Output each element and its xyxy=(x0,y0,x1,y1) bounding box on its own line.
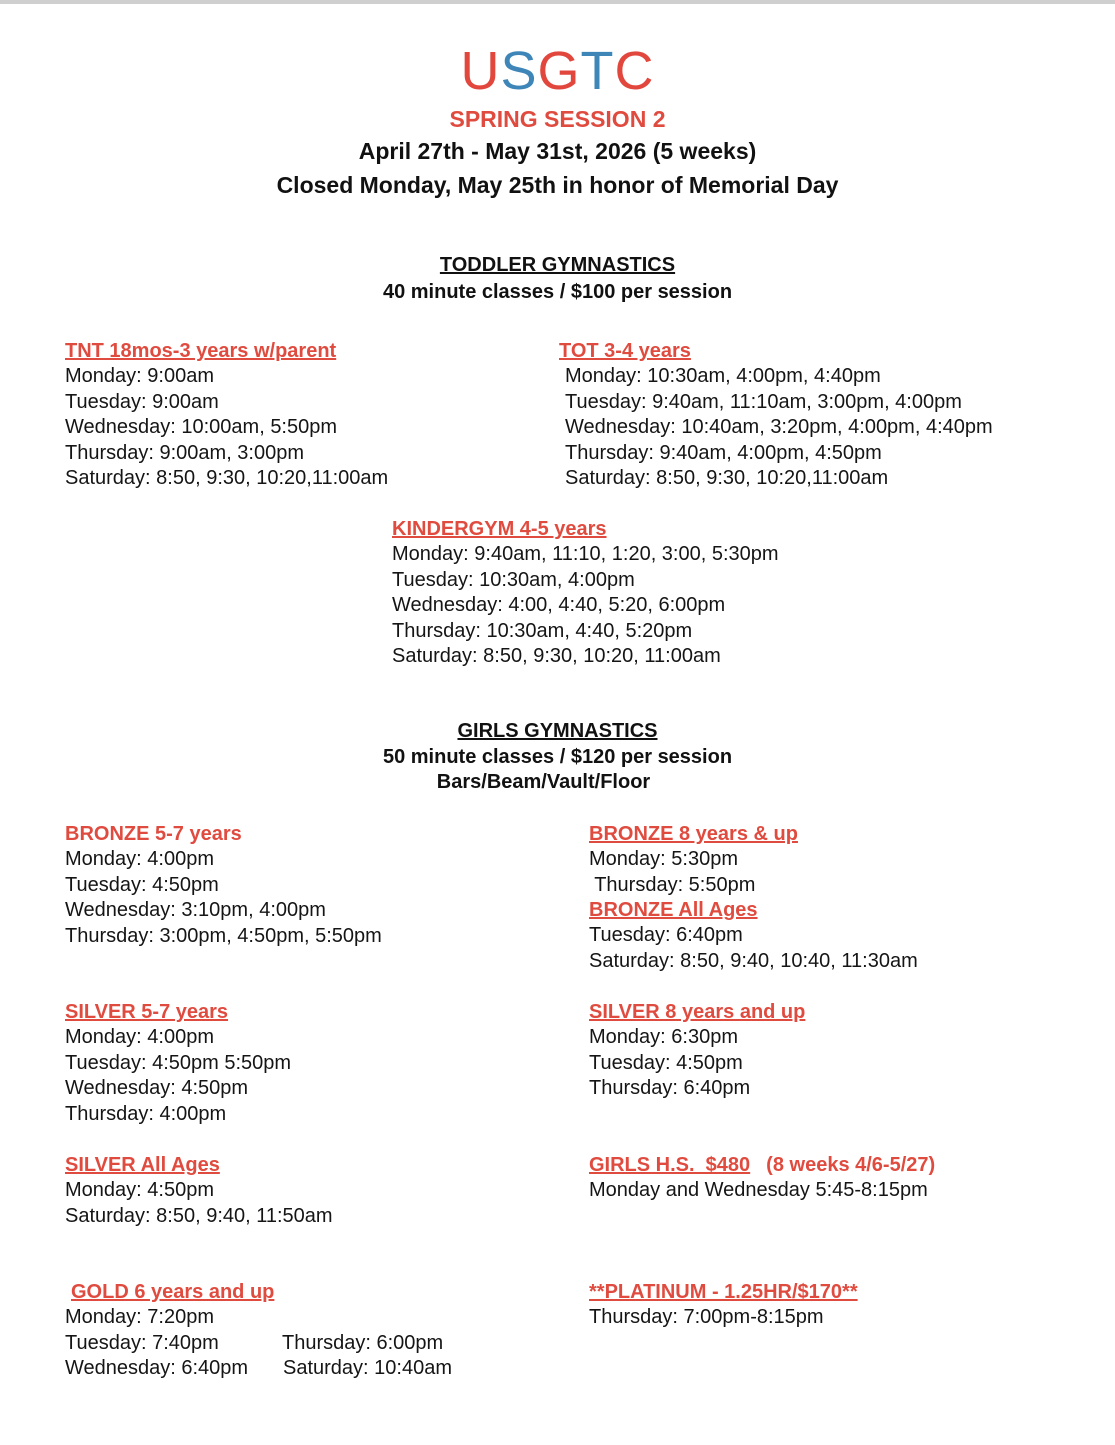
class-heading: TOT 3-4 years xyxy=(559,340,691,362)
class-heading: SILVER All Ages xyxy=(65,1154,220,1176)
silver-5-7-class-block xyxy=(65,1000,291,1127)
schedule-row: Tuesday: 4:50pm 5:50pm xyxy=(65,1051,292,1074)
schedule-row: Tuesday: 6:40pm xyxy=(589,924,743,947)
schedule-row: Tuesday: 4:50pm xyxy=(589,1051,743,1074)
toddler-section-pricing: 40 minute classes / $100 per session xyxy=(382,281,733,303)
girls-section-events: Bars/Beam/Vault/Floor xyxy=(436,771,651,793)
session-title: SPRING SESSION 2 xyxy=(449,106,666,132)
gold-schedule-left: Wednesday: 6:40pm xyxy=(65,1357,249,1380)
schedule-row: Thursday: 9:00am, 3:00pm xyxy=(65,441,305,464)
toddler-section-title: TODDLER GYMNASTICS xyxy=(439,254,676,276)
class-heading: SILVER 8 years and up xyxy=(589,1001,806,1023)
schedule-row: Tuesday: 9:00am xyxy=(65,390,219,413)
schedule-row: Monday: 10:30am, 4:00pm, 4:40pm xyxy=(565,365,881,387)
schedule-row: Wednesday: 4:50pm xyxy=(65,1077,249,1100)
logo-letter: U xyxy=(460,41,501,101)
schedule-row: Wednesday: 4:00, 4:40, 5:20, 6:00pm xyxy=(392,594,726,617)
schedule-row: Saturday: 8:50, 9:30, 10:20,11:00am xyxy=(65,467,389,490)
gold-schedule-right: Thursday: 6:00pm xyxy=(282,1331,444,1354)
schedule-row: Saturday: 8:50, 9:30, 10:20,11:00am xyxy=(565,467,889,490)
schedule-row: Thursday: 6:40pm xyxy=(589,1077,751,1100)
schedule-row: Monday: 6:30pm xyxy=(589,1026,738,1048)
class-heading: GIRLS H.S. $480 xyxy=(589,1154,751,1176)
class-heading: BRONZE 8 years & up xyxy=(589,823,798,845)
class-heading: TNT 18mos-3 years w/parent xyxy=(65,340,337,362)
schedule-row: Monday: 5:30pm xyxy=(589,848,738,870)
schedule-row: Thursday: 4:00pm xyxy=(65,1102,227,1125)
schedule-row xyxy=(65,1331,452,1357)
schedule-row: Monday: 4:00pm xyxy=(65,1026,214,1048)
class-heading: BRONZE All Ages xyxy=(589,899,758,922)
gold-schedule-left: Tuesday: 7:40pm xyxy=(65,1331,219,1354)
class-heading: BRONZE 5-7 years xyxy=(65,823,242,845)
class-heading: KINDERGYM 4-5 years xyxy=(392,518,607,540)
logo-letter: G xyxy=(537,41,581,101)
schedule-row: Saturday: 8:50, 9:40, 11:50am xyxy=(65,1204,333,1227)
schedule-row: Tuesday: 4:50pm xyxy=(65,873,219,896)
bronze-8-up-class-block xyxy=(589,822,918,974)
logo-letter: T xyxy=(580,41,615,101)
schedule-row: Thursday: 5:50pm xyxy=(589,873,756,896)
girls-section-title: GIRLS GYMNASTICS xyxy=(457,720,658,742)
closure-notice: Closed Monday, May 25th in honor of Memorial Day xyxy=(276,172,839,198)
schedule-row: Saturday: 8:50, 9:40, 10:40, 11:30am xyxy=(589,949,918,972)
girls-hs-class-block xyxy=(589,1153,935,1204)
schedule-row xyxy=(65,1356,452,1382)
session-dates: April 27th - May 31st, 2026 (5 weeks) xyxy=(358,138,757,164)
schedule-row: Thursday: 9:40am, 4:00pm, 4:50pm xyxy=(565,441,882,464)
schedule-row: Monday: 4:50pm xyxy=(65,1179,214,1201)
silver-8-up-class-block xyxy=(589,1000,805,1102)
platinum-class-block xyxy=(589,1280,858,1331)
schedule-row: Wednesday: 10:00am, 5:50pm xyxy=(65,416,338,439)
schedule-row: Tuesday: 10:30am, 4:00pm xyxy=(392,568,635,591)
tnt-class-block xyxy=(65,339,388,492)
schedule-row: Monday and Wednesday 5:45-8:15pm xyxy=(589,1179,928,1201)
logo-letter: C xyxy=(614,41,655,101)
kindergym-class-block xyxy=(392,517,779,670)
class-heading: GOLD 6 years and up xyxy=(71,1281,275,1303)
gold-schedule-right: Saturday: 10:40am xyxy=(283,1357,452,1380)
schedule-row: Wednesday: 10:40am, 3:20pm, 4:00pm, 4:40pm xyxy=(565,416,993,439)
bronze-5-7-class-block xyxy=(65,822,382,949)
silver-all-ages-class-block xyxy=(65,1153,333,1229)
usgtc-logo xyxy=(0,40,1115,102)
schedule-row: Monday: 9:00am xyxy=(65,365,214,387)
schedule-row: Thursday: 7:00pm-8:15pm xyxy=(589,1306,824,1328)
gold-class-block xyxy=(65,1280,452,1382)
schedule-row: Monday: 7:20pm xyxy=(65,1306,214,1328)
schedule-row: Tuesday: 9:40am, 11:10am, 3:00pm, 4:00pm xyxy=(565,390,962,413)
schedule-row: Thursday: 3:00pm, 4:50pm, 5:50pm xyxy=(65,924,382,947)
schedule-row: Saturday: 8:50, 9:30, 10:20, 11:00am xyxy=(392,645,721,668)
schedule-row: Monday: 9:40am, 11:10, 1:20, 3:00, 5:30pm xyxy=(392,543,779,565)
schedule-row: Wednesday: 3:10pm, 4:00pm xyxy=(65,899,326,922)
schedule-row: Monday: 4:00pm xyxy=(65,848,214,870)
class-heading: **PLATINUM - 1.25HR/$170** xyxy=(589,1281,858,1303)
girls-section-pricing: 50 minute classes / $120 per session xyxy=(382,746,733,768)
hs-duration-note: (8 weeks 4/6-5/27) xyxy=(766,1154,936,1176)
schedule-row: Thursday: 10:30am, 4:40, 5:20pm xyxy=(392,619,693,642)
page-top-border xyxy=(0,0,1115,4)
logo-letter: S xyxy=(500,41,538,101)
class-heading: SILVER 5-7 years xyxy=(65,1001,229,1023)
tot-class-block xyxy=(559,339,993,492)
